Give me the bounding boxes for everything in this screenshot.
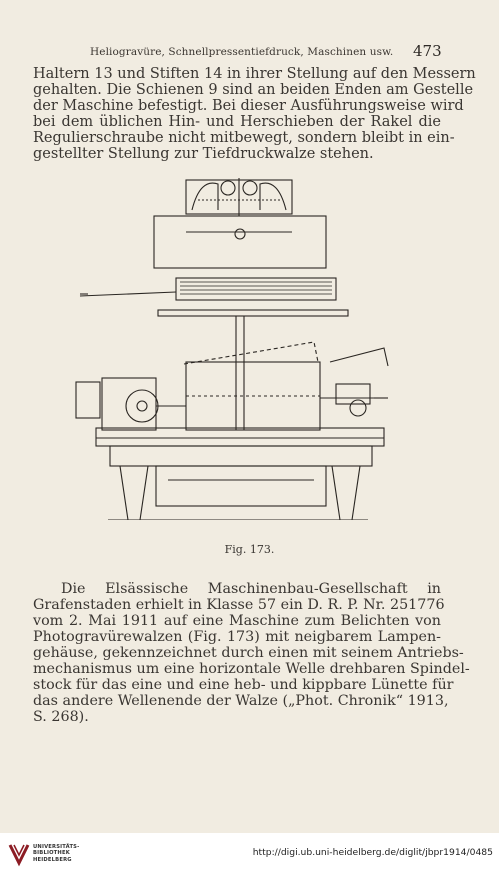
- machine-illustration: [68, 170, 408, 520]
- text-line: stock für das eine und eine heb- und kippbare Lünette für: [33, 677, 454, 693]
- text-line: gestellter Stellung zur Tiefdruckwalze stehen.: [33, 146, 374, 162]
- text-line: Photogravürewalzen (Fig. 173) mit neigbarem Lampen-: [33, 629, 441, 645]
- paragraph-2: [33, 581, 470, 725]
- running-head: Heliogravüre, Schnellpressentiefdruck, Maschinen usw.: [90, 46, 394, 58]
- text-line: vom 2. Mai 1911 auf eine Maschine zum Belichten von: [33, 613, 441, 629]
- library-name: [33, 844, 79, 863]
- text-line: gehalten. Die Schienen 9 sind an beiden Enden am Gestelle: [33, 82, 474, 98]
- text-line: der Maschine befestigt. Bei dieser Ausführungsweise wird: [33, 98, 464, 114]
- text-line: Die Elsässische Maschinenbau-Gesellschaft in: [61, 581, 441, 597]
- figure-caption: Fig. 173.: [224, 543, 275, 556]
- text-line: gehäuse, gekennzeichnet durch einen mit seinem Antriebs-: [33, 645, 464, 661]
- text-line: mechanismus um eine horizontale Welle drehbaren Spindel-: [33, 661, 470, 677]
- text-line: S. 268).: [33, 709, 89, 725]
- source-url[interactable]: http://digi.ub.uni-heidelberg.de/diglit/jbpr1914/0485: [252, 847, 493, 858]
- text-line: Haltern 13 und Stiften 14 in ihrer Stellung auf den Messern: [33, 66, 476, 82]
- library-name-line: BIBLIOTHEK: [33, 850, 70, 857]
- text-line: Regulierschraube nicht mitbewegt, sondern bleibt in ein-: [33, 130, 455, 146]
- text-line: Grafenstaden erhielt in Klasse 57 ein D. R. P. Nr. 251776: [33, 597, 445, 613]
- paragraph-1: [33, 66, 476, 162]
- text-line: bei dem üblichen Hin- und Herschieben der Rakel die: [33, 114, 441, 130]
- footer-bar: [0, 833, 499, 876]
- library-name-line: UNIVERSITÄTS-: [33, 844, 80, 850]
- university-logo-icon: [8, 843, 30, 867]
- library-name-line: HEIDELBERG: [33, 856, 72, 863]
- text-line: das andere Wellenende der Walze („Phot. Chronik“ 1913,: [33, 693, 449, 709]
- page-number: 473: [413, 42, 442, 60]
